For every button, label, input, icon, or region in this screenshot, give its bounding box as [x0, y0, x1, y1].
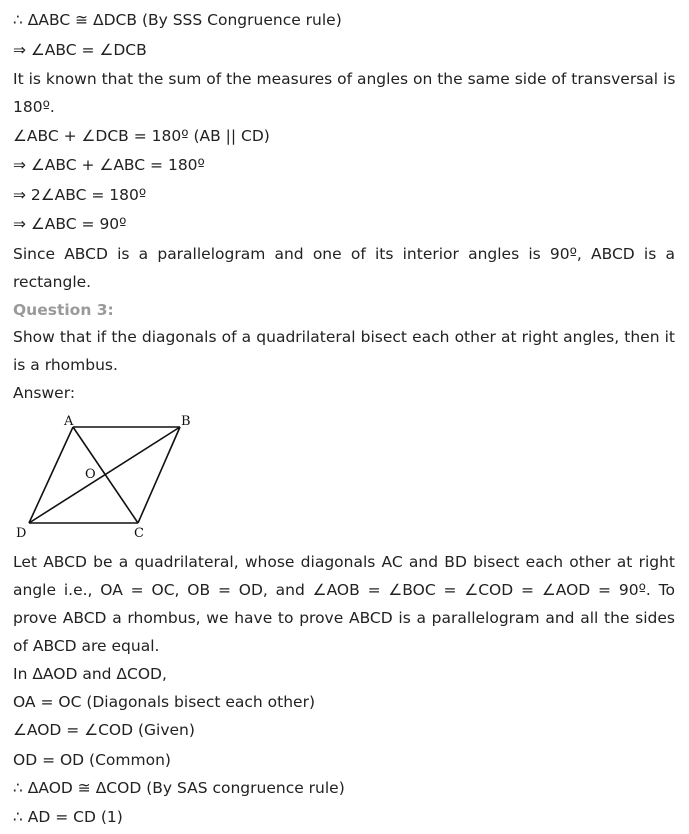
question-text: Show that if the diagonals of a quadrilateral bisect each other at right angles, then it — [13, 328, 675, 346]
question-heading: Question 3: — [13, 301, 114, 319]
text-line: angle i.e., OA = OC, OB = OD, and ∠AOB = ∠BOC = ∠COD = ∠AOD = 90º. To — [13, 581, 675, 599]
side-bc — [138, 427, 180, 523]
text-line: ⇒ ∠ABC + ∠ABC = 180º — [13, 156, 205, 174]
rhombus-figure — [10, 408, 195, 542]
center-label-o: O — [85, 467, 96, 482]
question-text: is a rhombus. — [13, 356, 118, 374]
vertex-label-c: C — [134, 526, 144, 541]
text-line: ∴ AD = CD (1) — [13, 808, 123, 826]
text-line: 180º. — [13, 98, 55, 116]
text-line: ∠ABC + ∠DCB = 180º (AB || CD) — [13, 127, 270, 145]
vertex-label-a: A — [64, 414, 74, 429]
text-line: It is known that the sum of the measures of angles on the same side of transversal is — [13, 70, 676, 88]
text-line: Let ABCD be a quadrilateral, whose diagonals AC and BD bisect each other at right — [13, 553, 675, 571]
text-line: rectangle. — [13, 273, 92, 291]
text-line: OD = OD (Common) — [13, 751, 171, 769]
answer-label: Answer: — [13, 384, 76, 402]
text-line: OA = OC (Diagonals bisect each other) — [13, 693, 315, 711]
text-line: Since ABCD is a parallelogram and one of its interior angles is 90º, ABCD is a — [13, 245, 675, 263]
text-line: In ΔAOD and ΔCOD, — [13, 665, 167, 683]
text-line: prove ABCD a rhombus, we have to prove ABCD is a parallelogram and all the sides — [13, 609, 675, 627]
text-line: ∴ ΔABC ≅ ΔDCB (By SSS Congruence rule) — [13, 11, 342, 29]
text-line: of ABCD are equal. — [13, 637, 160, 655]
text-line: ⇒ ∠ABC = 90º — [13, 215, 127, 233]
text-line: ⇒ 2∠ABC = 180º — [13, 186, 147, 204]
text-line: ⇒ ∠ABC = ∠DCB — [13, 41, 147, 59]
vertex-label-b: B — [181, 414, 191, 429]
vertex-label-d: D — [16, 526, 27, 541]
text-line: ∴ ΔAOD ≅ ΔCOD (By SAS congruence rule) — [13, 779, 345, 797]
text-line: ∠AOD = ∠COD (Given) — [13, 721, 195, 739]
